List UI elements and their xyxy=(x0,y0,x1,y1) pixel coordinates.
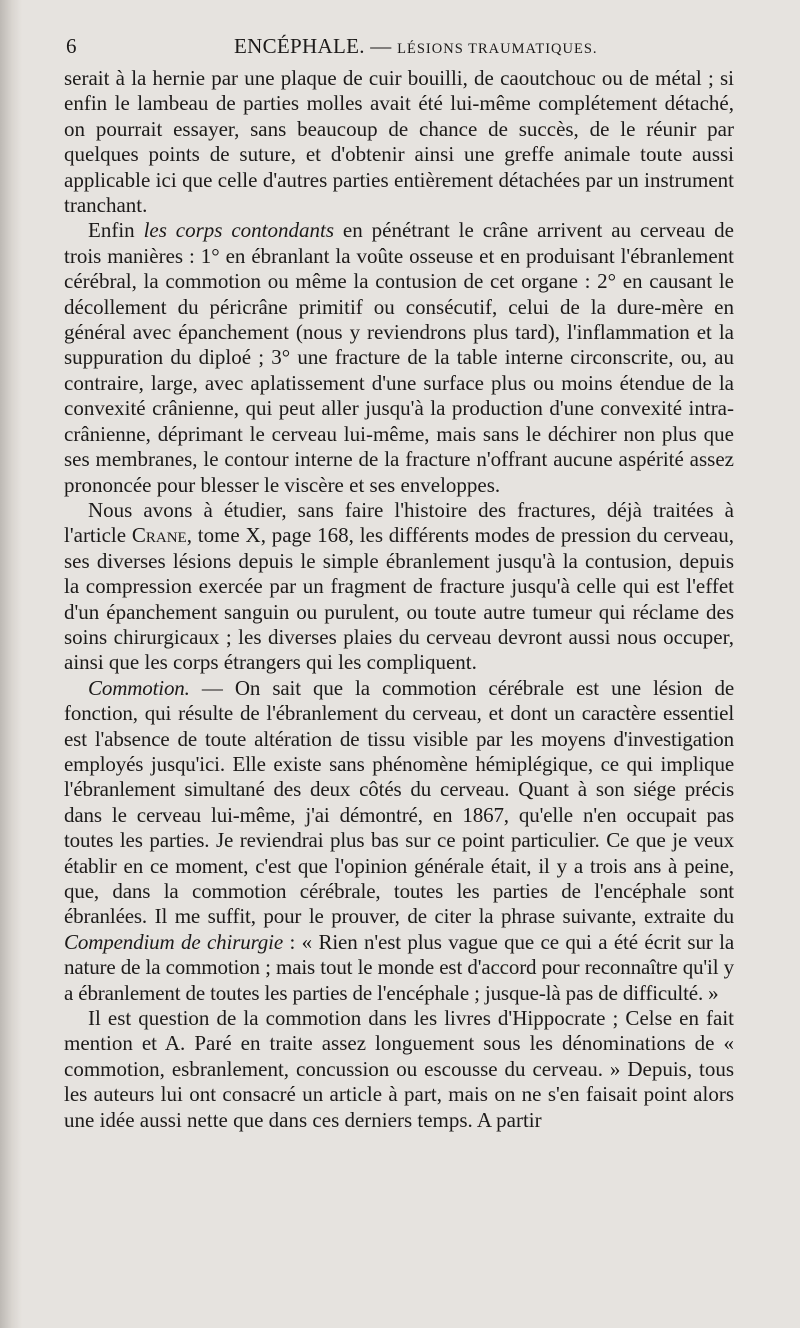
paragraph-2-italic-term: les corps contondants xyxy=(143,218,335,243)
paragraph-3-text-after: , tome X, page 168, les différents modes de pression du cerveau, ses diverses lésions depuis le simple ébranlement jusqu'à la contusion, depuis la compression exercée par un fragment de fracture jusqu'à celle qui est l'effet d'un épanchement sanguin ou purulent, ou toute autre tumeur qui réclame des soins chirurgicaux ; les diverses plaies du cerveau devront aussi nous occuper, ainsi que les corps étrangers qui les compliquent. xyxy=(64,523,734,675)
paragraph-2-text: en pénétrant le crâne arrivent au cerveau de trois manières : 1° en ébranlant la voûte osseuse et en produisant l'ébranlement cérébral, la commotion ou même la contusion de cet organe : 2° en causant le décollement du péricrâne primitif ou consécutif, celui de la dure-mère en général avec épanchement (nous y reviendrons plus tard), l'inflammation et la suppuration du diploé ; 3° une fracture de la table interne circonscrite, ou, au contraire, large, avec aplatissement d'une surface plus ou moins étendue de la convexité crânienne, qui peut aller jusqu'à la production d'une convexité intra-crânienne, déprimant le cerveau lui-même, mais sans le déchirer non plus que ses membranes, le contour interne de la fracture n'offrant aucune aspérité assez prononcée pour blesser le viscère et ses enveloppes. xyxy=(64,218,735,497)
paragraph-2 xyxy=(64,218,734,497)
paragraph-5 xyxy=(64,1006,734,1133)
paragraph-3-text-before: Nous avons à étudier, sans faire l'histoire des fractures, déjà traitées à l'article xyxy=(64,497,734,548)
paragraph-3-smallcaps-reference: Crane xyxy=(131,523,187,548)
running-title xyxy=(234,30,598,65)
page-number: 6 xyxy=(66,34,77,58)
running-title-subtitle: LÉSIONS TRAUMATIQUES. xyxy=(397,41,598,57)
running-title-main: ENCÉPHALE. — xyxy=(234,34,392,58)
paragraph-5-text: Il est question de la commotion dans les livres d'Hippocrate ; Celse en fait mention et A. Paré en traite assez longuement sous les dénominations de « commotion, esbranlement, concussion ou escousse du cerveau. » Depuis, tous les auteurs lui ont consacré un article à part, mais on ne s'en faisait point alors une idée aussi nette que dans ces derniers temps. A partir xyxy=(64,1006,734,1132)
paragraph-1 xyxy=(64,66,734,218)
paragraph-4 xyxy=(64,676,734,1006)
paragraph-2-lead: Enfin xyxy=(88,218,144,243)
body-text xyxy=(64,66,734,1133)
paragraph-3 xyxy=(64,498,734,676)
paragraph-4-text: — On sait que la commotion cérébrale est une lésion de fonction, qui résulte de l'ébranlement du cerveau, et dont un caractère essentiel est l'absence de toute altération de tissu visible par les moyens d'investigation employés jusqu'ici. Elle existe sans phénomène hémiplégique, ce qui implique l'ébranlement simultané des deux côtés du cerveau. Quant à son siége précis dans le cerveau lui-même, j'ai démontré, en 1867, qu'elle n'en occupait pas toutes les parties. Je reviendrai plus bas sur ce point particulier. Ce que je veux établir en ce moment, c'est que l'opinion générale était, il y a trois ans à peine, que, dans la commotion cérébrale, toutes les parties de l'encéphale sont ébranlées. Il me suffit, pour le prouver, de citer la phrase suivante, extraite du xyxy=(64,675,734,929)
paragraph-1-text: serait à la hernie par une plaque de cuir bouilli, de caoutchouc ou de métal ; si enfin le lambeau de parties molles avait été lui-même complétement détaché, on pourrait essayer, sans beaucoup de chance de succès, de le réunir par quelques points de suture, et d'obtenir ainsi une greffe animale toute aussi applicable ici que celle d'autres parties entièrement détachées par un instrument tranchant. xyxy=(64,66,734,218)
paragraph-4-italic-title: Compendium de chirurgie xyxy=(64,929,284,954)
paragraph-4-quote: : « Rien n'est plus vague que ce qui a été écrit sur la nature de la commotion ; mais tout le monde est d'accord pour reconnaître qu'il y a ébranlement de toutes les parties de l'encéphale ; jusque-là pas de difficulté. » xyxy=(64,929,734,1005)
page-gutter-shadow xyxy=(0,0,22,1328)
section-heading-commotion: Commotion. xyxy=(88,675,190,700)
running-header xyxy=(66,30,746,62)
